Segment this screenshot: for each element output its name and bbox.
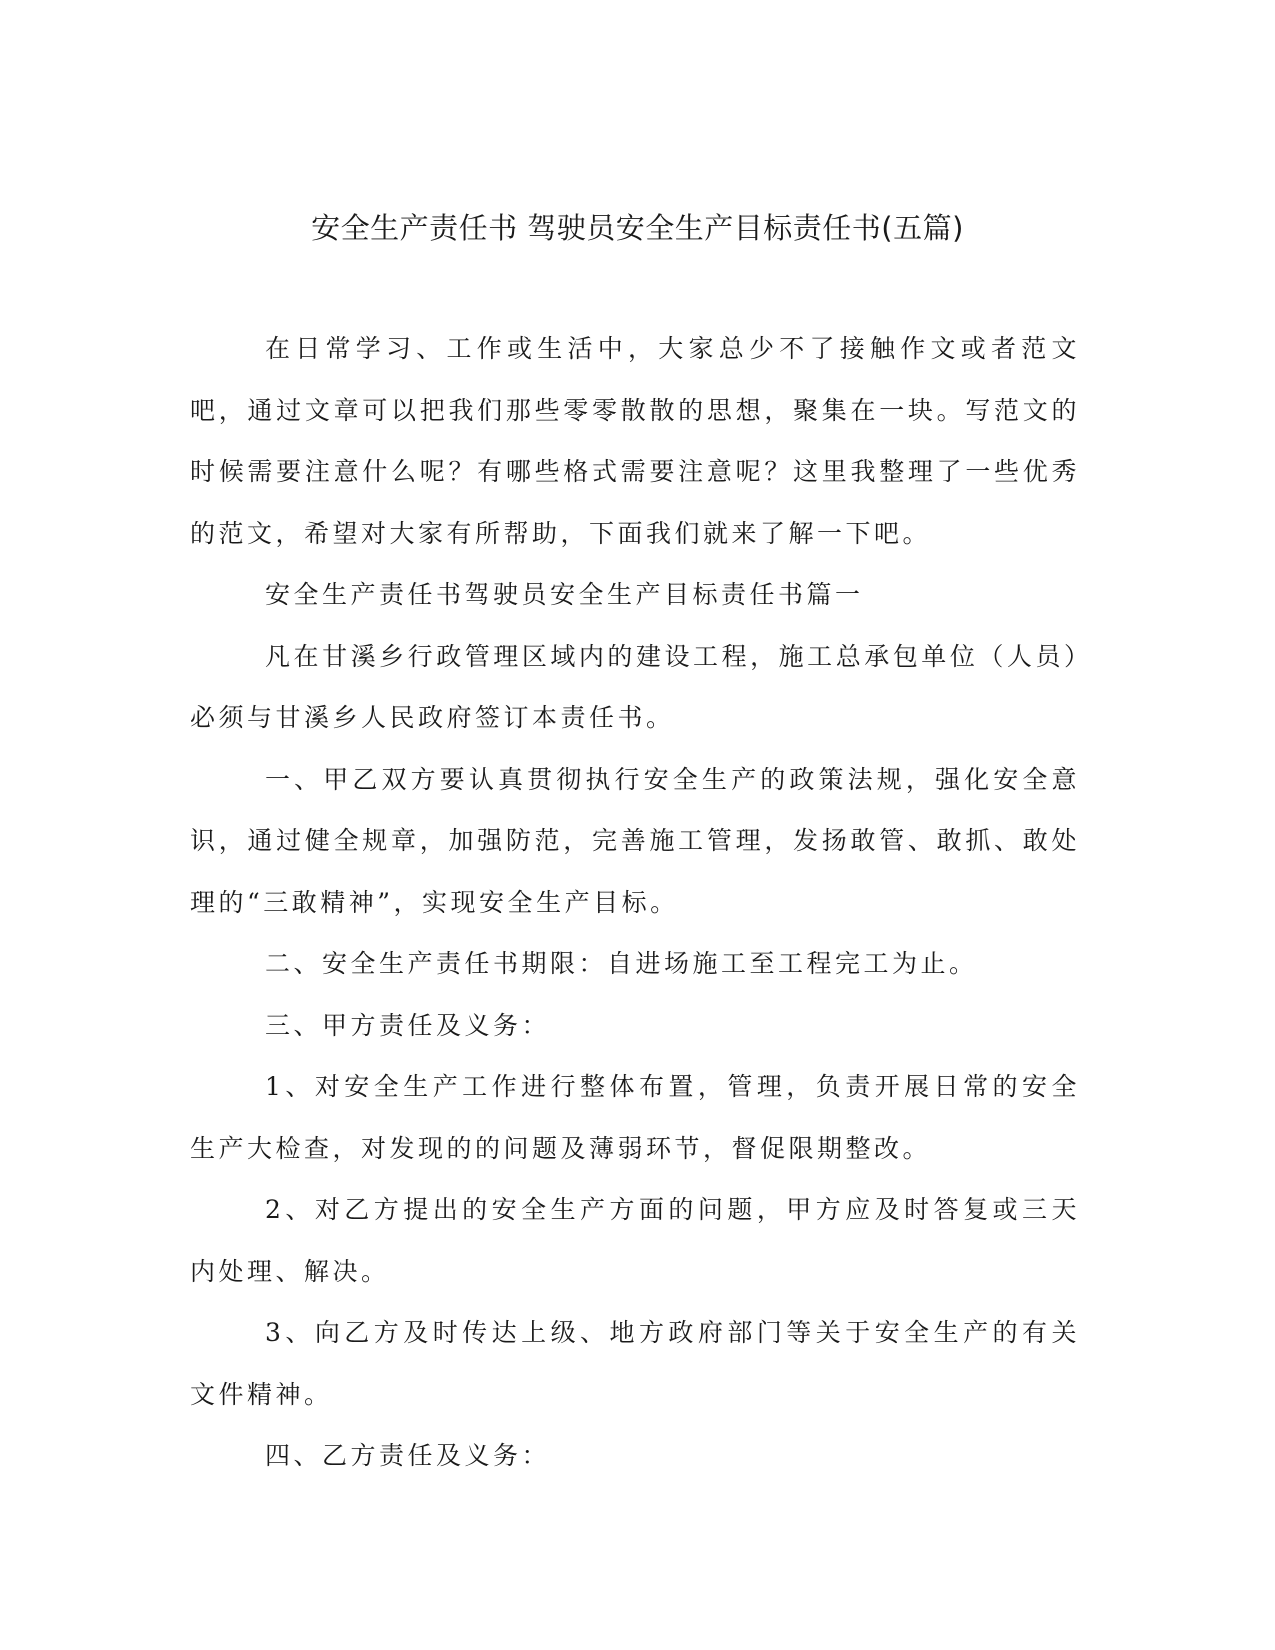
clause-one: 一、甲乙双方要认真贯彻执行安全生产的政策法规，强化安全意识，通过健全规章，加强防范，完善施工管理，发扬敢管、敢抓、敢处理的“三敢精神”，实现安全生产目标。 bbox=[190, 764, 1080, 917]
clause-three-heading: 三、甲方责任及义务： bbox=[265, 1010, 551, 1040]
clause-three-item-3: 3、向乙方及时传达上级、地方政府部门等关于安全生产的有关文件精神。 bbox=[190, 1318, 1080, 1409]
clause-two: 二、安全生产责任书期限：自进场施工至工程完工为止。 bbox=[265, 949, 978, 978]
scope-paragraph: 凡在甘溪乡行政管理区域内的建设工程，施工总承包单位（人员）必须与甘溪乡人民政府签订本责任书。 bbox=[190, 641, 1080, 732]
clause-three-item-1: 1、对安全生产工作进行整体布置，管理，负责开展日常的安全生产大检查，对发现的的问题及薄弱环节，督促限期整改。 bbox=[190, 1072, 1080, 1163]
intro-paragraph: 在日常学习、工作或生活中，大家总少不了接触作文或者范文吧，通过文章可以把我们那些零零散散的思想，聚集在一块。写范文的时候需要注意什么呢？有哪些格式需要注意呢？这里我整理了一些优秀的范文，希望对大家有所帮助，下面我们就来了解一下吧。 bbox=[190, 334, 1080, 548]
clause-three-item-2: 2、对乙方提出的安全生产方面的问题，甲方应及时答复或三天内处理、解决。 bbox=[190, 1195, 1080, 1286]
section-heading-part-one: 安全生产责任书驾驶员安全生产目标责任书篇一 bbox=[265, 580, 864, 609]
clause-four-heading: 四、乙方责任及义务： bbox=[265, 1441, 551, 1470]
document-body bbox=[190, 318, 1080, 1487]
document-title: 安全生产责任书 驾驶员安全生产目标责任书(五篇) bbox=[311, 211, 964, 245]
